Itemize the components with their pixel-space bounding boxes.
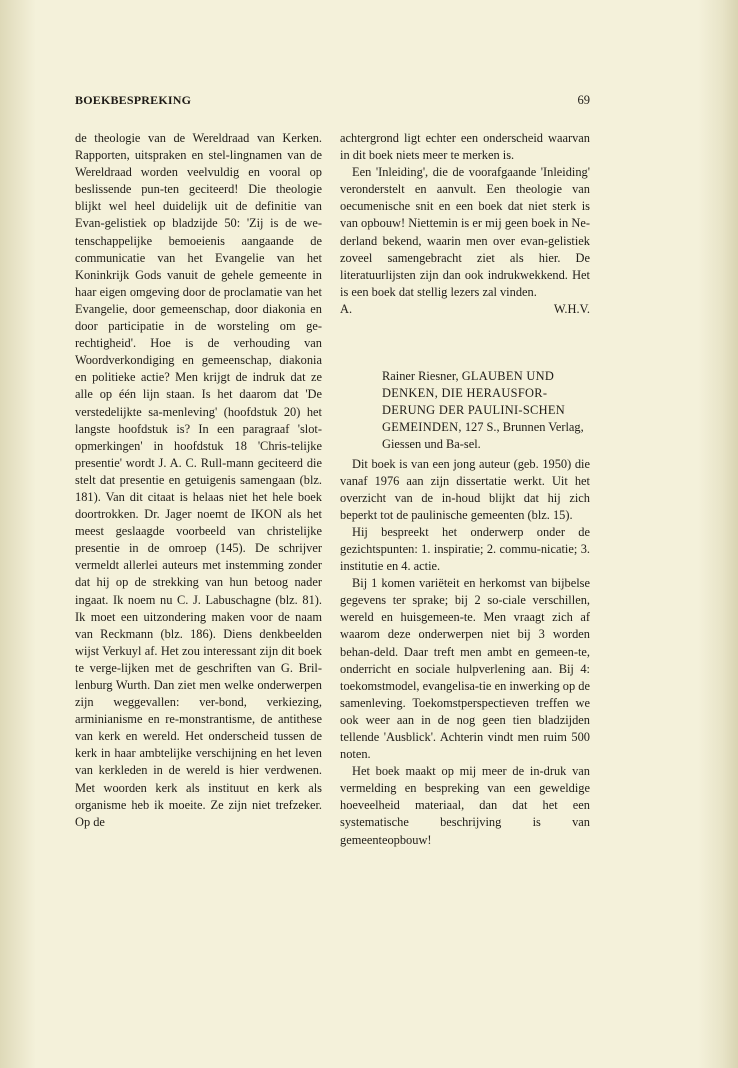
review-signoff xyxy=(340,301,590,318)
scan-shadow-left xyxy=(0,0,36,1068)
review-paragraph-2: Hij bespreekt het onderwerp onder de gezichtspunten: 1. inspiratie; 2. commu-nicatie; 3. institutie en 4. actie. xyxy=(340,524,590,574)
review-author: Rainer Riesner, xyxy=(382,369,462,384)
right-paragraph-1: achtergrond ligt echter een onderscheid waarvan in dit boek niets meer te merken is. xyxy=(340,131,590,163)
signoff-initial: A. xyxy=(340,301,353,316)
running-head: BOEKBESPREKING xyxy=(75,93,192,107)
signoff-reviewer: W.H.V. xyxy=(553,301,590,316)
review-book-details: 127 S., Brunnen Verlag, Giessen und Ba-sel. xyxy=(382,420,584,452)
left-column xyxy=(75,130,322,831)
review-paragraph-3: Bij 1 komen variëteit en herkomst van bijbelse gegevens ter sprake; bij 2 so-ciale verschillen, wereld en huisgemeen-te. Men vraagt zich af waarom deze onderwerpen niet bij 3 worden behan-deld. Daar treft men ambt en gemeen-te, onderricht en sociale hulpverlening aan. Bij 4: toekomstmodel, evangelisa-tie en inwerking op de samenleving. Toekomstperspectieven treffen we ook weer aan in de nog geen tien bladzijden tellende 'Ausblick'. Achterin vindt men ruim 500 noten. xyxy=(340,576,590,762)
right-column xyxy=(340,130,590,849)
right-paragraph-2: Een 'Inleiding', die de voorafgaande 'Inleiding' veronderstelt en aanvult. Een theologie van oecumenische snit en een boek dat niet sterk is van opbouw! Niettemin is er mij geen boek in Ne-derland bekend, waarin men over evan-gelistiek zoveel samengebracht ziet als hier. De literatuurlijsten zijn dan ook indrukwekkend. Het is een boek dat stellig lezers zal vinden. xyxy=(340,165,590,299)
review-heading xyxy=(340,368,590,453)
scan-shadow-right xyxy=(698,0,738,1068)
review-paragraph-4: Het boek maakt op mij meer de in-druk van vermelding en bespreking van een geweldige hoeveelheid materiaal, dan dat het een systematische beschrijving is van gemeenteopbouw! xyxy=(340,764,590,847)
review-paragraph-1: Dit boek is van een jong auteur (geb. 1950) die vanaf 1976 aan zijn dissertatie werkt. Uit het overzicht van de in-houd blijkt dat hij zich beperkt tot de paulinische gemeenten (blz. 15). xyxy=(340,456,590,522)
left-paragraph: de theologie van de Wereldraad van Kerken. Rapporten, uitspraken en stel-lingnamen van de Wereldraad worden veelvuldig en vooral op beslissende pun-ten geciteerd! Die theologie blijkt wel heel duidelijk uit de definitie van Evan-gelistiek op bladzijde 50: 'Zij is de we-tenschappelijke bemoeienis aangaande de communicatie van het Evangelie van het Koninkrijk Gods vanuit de gehele gemeente in haar eigen omgeving door de proclamatie van het Evangelie, door gemeenschap, door diakonia en door participatie in de worsteling om ge-rechtigheid'. Hoe is de verhouding van Woordverkondiging en gemeenschap, diakonia en politieke actie? Men krijgt de indruk dat ze alle op één lijn staan. Is het daarom dat 'De verstedelijkte sa-menleving' (hoofdstuk 20) het langste hoofdstuk is? In een paragraaf 'slot-opmerkingen' in hoofdstuk 18 'Chris-telijke presentie' wordt J. A. C. Rull-mann geciteerd die stelt dat presentie en getuigenis samengaan (blz. 181). Van dit citaat is helaas niet het hele boek doortrokken. Dr. Jager noemt de IKON als het meest geslaagde voorbeeld van christelijke presentie in de omroep (145). De schrijver vermeldt allerlei auteurs met instemming zonder dat hij op de strekking van hun betoog nader ingaat. Ik noem nu C. J. Labuschagne (blz. 81). Ik moet een uitzondering maken voor de naam van Reckmann (blz. 186). Diens denkbeelden wijst Verkuyl af. Het zou interessant zijn dit boek te verge-lijken met de geschriften van G. Bril-lenburg Wurth. Dan ziet men welke onderwerpen zijn weggevallen: ver-bond, verkiezing, arminianisme en re-monstrantisme, de antithese van kerk en wereld. Het onderscheid tussen de kerk in haar ambtelijke verschijning en het leven van kerkleden in de wereld is hier verdwenen. Met woorden kerk als instituut en kerk als organisme heb ik moeite. Ze zijn niet trefzeker. Op de xyxy=(75,131,322,829)
review-book-title: GLAUBEN UND DENKEN, DIE HERAUSFOR-DERUNG DER PAULINI-SCHEN GEMEINDEN, xyxy=(382,369,565,435)
review-body xyxy=(340,456,590,849)
page-number: 69 xyxy=(577,93,590,107)
page-header xyxy=(75,93,590,108)
